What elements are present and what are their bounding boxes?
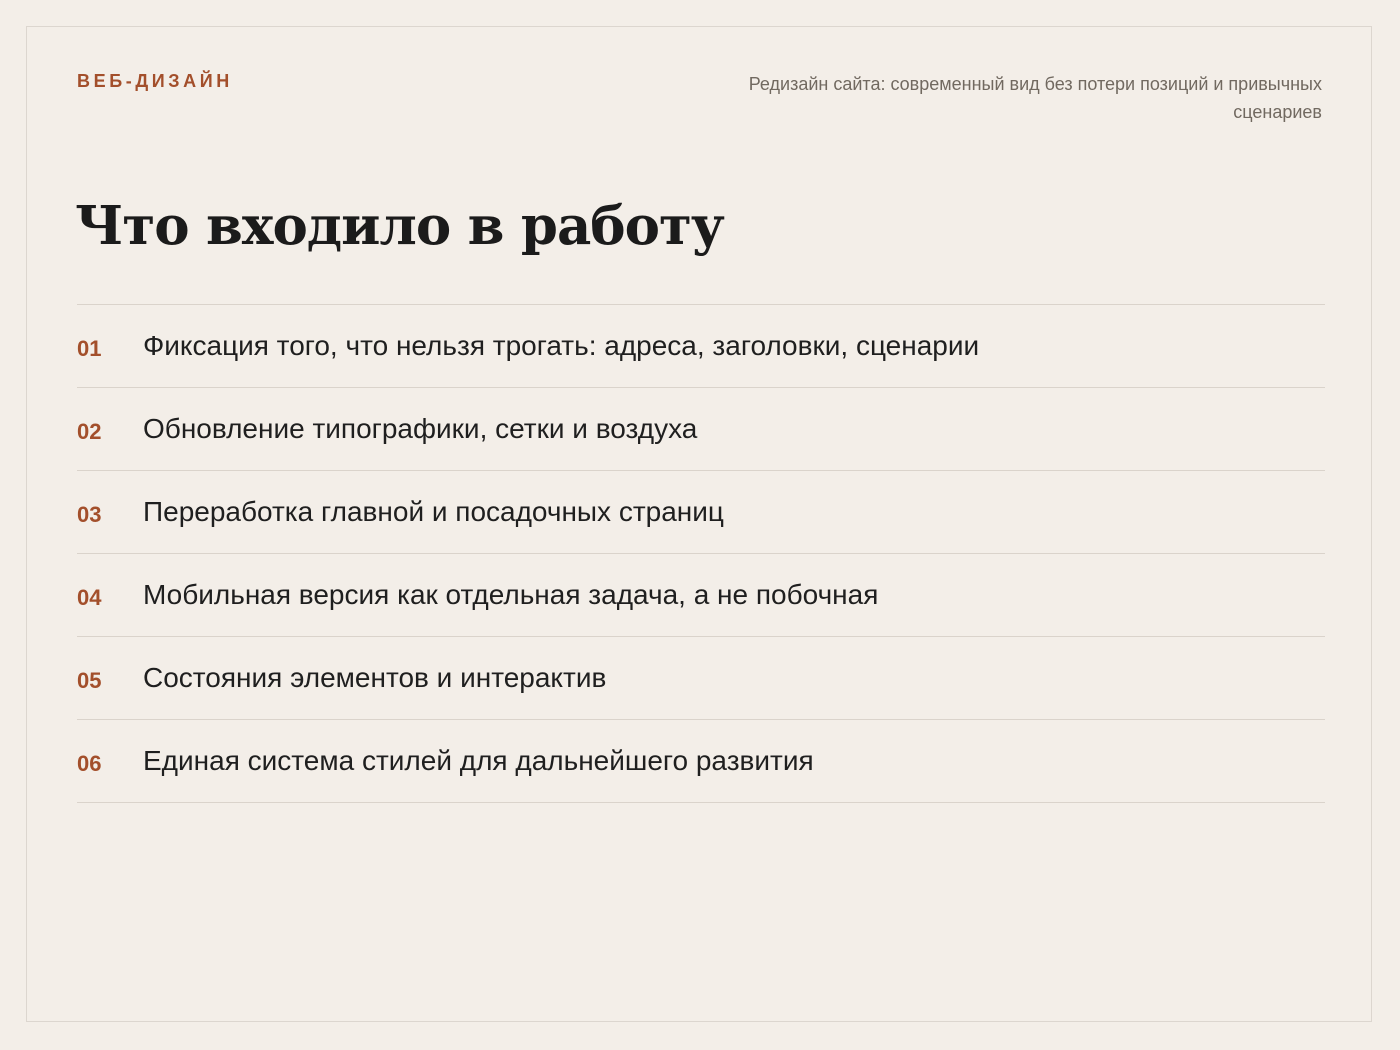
category-label: ВЕБ-ДИЗАЙН — [77, 71, 233, 91]
list-item — [77, 388, 1325, 471]
item-text: Переработка главной и посадочных страниц — [143, 496, 724, 527]
slide — [26, 26, 1372, 1022]
item-number: 06 — [77, 751, 102, 776]
item-text: Состояния элементов и интерактив — [143, 662, 607, 693]
item-number: 02 — [77, 419, 102, 444]
list-item — [77, 471, 1325, 554]
item-number: 01 — [77, 336, 102, 361]
list-item — [77, 720, 1325, 803]
list-item — [77, 637, 1325, 720]
item-number: 05 — [77, 668, 102, 693]
project-subtitle: Редизайн сайта: современный вид без потери позиций и привычных сценариев — [748, 74, 1322, 122]
item-text: Мобильная версия как отдельная задача, а не побочная — [143, 579, 879, 610]
item-text: Обновление типографики, сетки и воздуха — [143, 413, 698, 444]
page-title: Что входило в работу — [75, 195, 724, 257]
item-number: 03 — [77, 502, 102, 527]
item-text: Единая система стилей для дальнейшего развития — [143, 745, 814, 776]
item-number: 04 — [77, 585, 102, 610]
list-item — [77, 305, 1325, 388]
item-text: Фиксация того, что нельзя трогать: адреса, заголовки, сценарии — [143, 330, 980, 361]
work-list — [77, 304, 1325, 803]
list-item — [77, 554, 1325, 637]
